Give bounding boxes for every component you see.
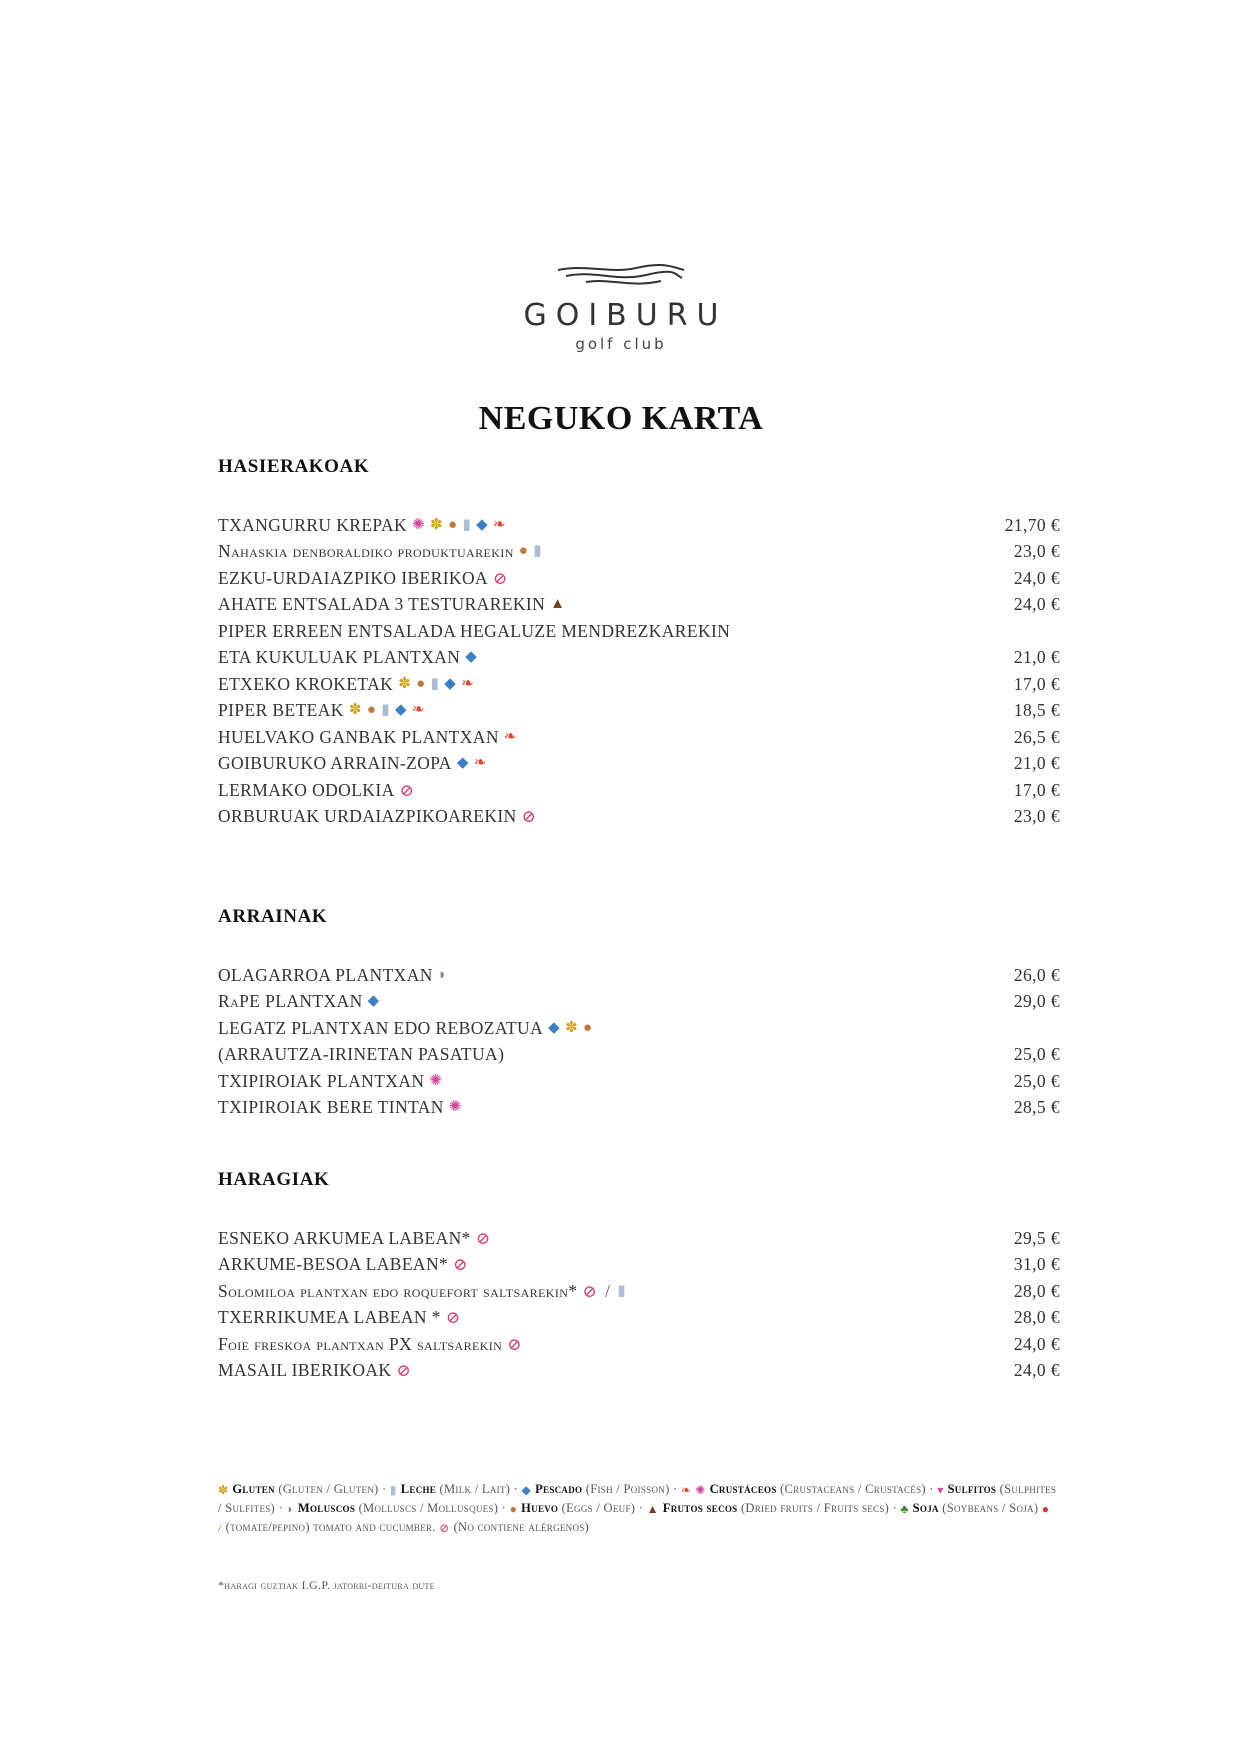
menu-item-label: Foie freskoa plantxan PX saltsarekin: [218, 1333, 503, 1354]
menu-item-name: [218, 1281, 626, 1302]
menu-item-label: HUELVAKO GANBAK PLANTXAN: [218, 726, 499, 747]
no-allergen-icon: ⊘: [507, 1334, 522, 1354]
menu-item-name: [218, 753, 487, 774]
egg-icon: ●: [447, 516, 458, 533]
menu-item-price: 21,0 €: [1013, 753, 1060, 774]
slash-separator: /: [605, 1280, 611, 1301]
menu-item-label: GOIBURUKO ARRAIN-ZOPA: [218, 753, 452, 774]
milk-icon: ▮: [617, 1282, 627, 1299]
footnote: *haragi guztiak I.G.P. jatorri-deitura dute: [218, 1578, 435, 1592]
milk-icon: ▮: [389, 1483, 397, 1498]
menu-item-label: ETA KUKULUAK PLANTXAN: [218, 647, 461, 668]
menu-item-label: LEGATZ PLANTXAN EDO REBOZATUA: [218, 1017, 544, 1038]
menu-item-label: TXIPIROIAK PLANTXAN: [218, 1070, 425, 1091]
menu-item: [218, 671, 1060, 698]
menu-item-label: AHATE ENTSALADA 3 TESTURAREKIN: [218, 594, 546, 615]
menu-item-price: 28,0 €: [1013, 1280, 1060, 1301]
shrimp-icon: ❧: [411, 702, 425, 719]
menu-item-price: 28,5 €: [1013, 1097, 1060, 1118]
octopus-icon: ✺: [448, 1099, 462, 1116]
fish-icon: ◆: [444, 675, 457, 692]
menu-item-label: ESNEKO ARKUMEA LABEAN*: [218, 1227, 471, 1248]
menu-item-name: [218, 1360, 411, 1381]
menu-item: [218, 1095, 1060, 1122]
menu-item-price: 17,0 €: [1013, 779, 1060, 800]
shrimp-icon: ❧: [680, 1483, 692, 1498]
menu-item: [218, 1305, 1060, 1332]
wine-icon: ▾: [937, 1483, 944, 1498]
menu-item-price: 23,0 €: [1013, 541, 1060, 562]
section-title: ARRAINAK: [218, 906, 328, 927]
menu-item-label: PIPER ERREEN ENTSALADA HEGALUZE MENDREZKAREKIN: [218, 620, 731, 641]
menu-item-name: [218, 806, 536, 827]
section-haragiak: [218, 1169, 1060, 1384]
menu-item: [218, 698, 1060, 725]
wheat-icon: ✽: [565, 1019, 579, 1036]
menu-item: [218, 1331, 1060, 1358]
no-allergen-icon: ⊘: [493, 568, 508, 588]
menu-item-label: ORBURUAK URDAIAZPIKOAREKIN: [218, 806, 517, 827]
menu-item-name: [218, 1228, 491, 1249]
menu-item-name: [218, 674, 474, 695]
no-allergen-icon: ⊘: [521, 807, 537, 827]
menu-item-name: [218, 727, 517, 748]
menu-item-price: 24,0 €: [1013, 1333, 1060, 1354]
menu-item: [218, 1278, 1060, 1305]
menu-item-label: Nahaskia denboraldiko produktuarekin: [218, 541, 514, 562]
menu-item-label: LERMAKO ODOLKIA: [218, 779, 395, 800]
menu-item-price: 24,0 €: [1013, 567, 1060, 588]
menu-item: [218, 1042, 1060, 1069]
menu-item-name: [218, 991, 380, 1012]
menu-item: [218, 1358, 1060, 1385]
crab-icon: ✺: [695, 1483, 706, 1498]
menu-item-label: EZKU-URDAIAZPIKO IBERIKOA: [218, 567, 489, 588]
menu-item-name: [218, 1018, 593, 1039]
menu-item-price: 28,0 €: [1013, 1307, 1060, 1328]
item-list: [218, 962, 1060, 1121]
no-allergen-icon: ⊘: [439, 1521, 450, 1536]
menu-item: [218, 565, 1060, 592]
menu-item-label: MASAIL IBERIKOAK: [218, 1360, 392, 1381]
menu-item-price: 24,0 €: [1013, 1360, 1060, 1381]
brand-subtitle: golf club: [575, 335, 667, 353]
menu-item-label: TXERRIKUMEA LABEAN *: [218, 1307, 441, 1328]
menu-item: [218, 618, 1060, 645]
menu-item-price: 29,5 €: [1013, 1227, 1060, 1248]
shell-icon: ◗: [286, 1502, 294, 1517]
menu-item: [218, 777, 1060, 804]
milk-icon: ▮: [533, 543, 542, 560]
shrimp-icon: ❧: [461, 675, 475, 692]
menu-item-name: [218, 965, 447, 986]
menu-item-label: ARKUME-BESOA LABEAN*: [218, 1254, 449, 1275]
wheat-icon: ✽: [430, 516, 443, 533]
menu-item-name: [218, 515, 506, 536]
cucumber-icon: /: [218, 1521, 222, 1536]
section-title: HARAGIAK: [218, 1169, 330, 1190]
page-title: NEGUKO KARTA: [478, 400, 764, 437]
allergen-legend: ✽ Gluten (Gluten / Gluten) · ▮ Leche (Milk / Lait) · ◆ Pescado (Fish / Poisson) · ❧ ✺ Crustáceos (Crustaceans / Crustacés) · ▾ Sulfitos (Sulphites / Sulfites) · ◗ Moluscos (Molluscs / Mollusques) · ● Huevo (Eggs / Oeuf) · ▲ Frutos secos (Dried fruits / Fruits secs) · ♣ Soja (Soybeans / Soja) ●/ (tomate/pepino) tomato and cucumber. ⊘ (No contiene alérgenos): [218, 1482, 1057, 1536]
menu-item-price: 25,0 €: [1013, 1070, 1060, 1091]
menu-item-label: (ARRAUTZA-IRINETAN PASATUA): [218, 1044, 505, 1065]
milk-icon: ▮: [462, 516, 472, 533]
menu-item-price: 21,0 €: [1013, 647, 1060, 668]
menu-item-price: 26,5 €: [1013, 726, 1060, 747]
menu-item-name: [218, 621, 730, 642]
menu-item-name: [218, 541, 542, 562]
menu-item-price: 23,0 €: [1013, 806, 1060, 827]
menu-item-label: PIPER BETEAK: [218, 700, 344, 721]
no-allergen-icon: ⊘: [399, 780, 415, 800]
no-allergen-icon: ⊘: [453, 1255, 468, 1275]
egg-icon: ●: [518, 543, 529, 560]
fish-icon: ◆: [548, 1019, 561, 1036]
menu-item: [218, 751, 1060, 778]
no-allergen-icon: ⊘: [396, 1361, 412, 1381]
menu-item: [218, 724, 1060, 751]
menu-item-price: 24,0 €: [1013, 594, 1060, 615]
section-hasierakoak: [218, 456, 1060, 830]
menu-item: [218, 962, 1060, 989]
menu-item-name: [218, 1254, 468, 1275]
menu-item: [218, 512, 1060, 539]
menu-item-name: [218, 700, 425, 721]
egg-icon: ●: [509, 1502, 518, 1517]
menu-item-name: [218, 1307, 461, 1328]
wheat-icon: ✽: [218, 1483, 229, 1498]
menu-item-price: 21,70 €: [1004, 514, 1060, 535]
menu-item-label: TXIPIROIAK BERE TINTAN: [218, 1097, 444, 1118]
egg-icon: ●: [416, 675, 426, 692]
menu-item: [218, 1252, 1060, 1279]
menu-item-name: [218, 1097, 462, 1118]
menu-item-label: TXANGURRU KREPAK: [218, 514, 408, 535]
menu-item-label: ETXEKO KROKETAK: [218, 673, 394, 694]
menu-item: [218, 592, 1060, 619]
item-list: [218, 1225, 1060, 1384]
shrimp-icon: ❧: [473, 755, 487, 772]
octopus-icon: ✺: [429, 1072, 443, 1089]
wheat-icon: ✽: [398, 675, 412, 692]
menu-item-name: [218, 1334, 522, 1355]
menu-item: [218, 1015, 1060, 1042]
egg-icon: ●: [366, 702, 377, 719]
menu-item-name: [218, 780, 414, 801]
menu-item: [218, 645, 1060, 672]
section-arrainak: [218, 906, 1060, 1121]
shrimp-icon: ❧: [503, 728, 517, 745]
brand-name: GOIBURU: [523, 298, 728, 333]
item-list: [218, 512, 1060, 830]
section-title: HASIERAKOAK: [218, 456, 370, 477]
fish-icon: ◆: [476, 516, 489, 533]
sprout-icon: ♣: [900, 1502, 909, 1517]
menu-item-label: OLAGARROA PLANTXAN: [218, 964, 433, 985]
menu-item: [218, 804, 1060, 831]
menu-item-name: [218, 647, 477, 668]
chestnut-icon: ▲: [550, 596, 566, 613]
shell-icon: ◗: [437, 966, 448, 983]
milk-icon: ▮: [430, 675, 440, 692]
menu-item-price: 26,0 €: [1013, 964, 1060, 985]
menu-item-label: Solomiloa plantxan edo roquefort saltsarekin*: [218, 1280, 578, 1301]
egg-icon: ●: [583, 1019, 593, 1036]
no-allergen-icon: ⊘: [445, 1308, 461, 1328]
menu-item-price: 18,5 €: [1013, 700, 1060, 721]
fish-icon: ◆: [394, 702, 407, 719]
menu-item: [218, 539, 1060, 566]
wheat-icon: ✽: [348, 702, 362, 719]
no-allergen-icon: ⊘: [582, 1281, 598, 1301]
crab-icon: ✺: [412, 516, 426, 533]
menu-item-price: 29,0 €: [1013, 991, 1060, 1012]
menu-item-price: 25,0 €: [1013, 1044, 1060, 1065]
menu-item-name: [218, 568, 508, 589]
menu-item-label: RaPE PLANTXAN: [218, 991, 363, 1012]
fish-icon: ◆: [456, 755, 469, 772]
menu-item-price: 17,0 €: [1013, 673, 1060, 694]
fish-icon: ◆: [367, 993, 380, 1010]
menu-item-price: 31,0 €: [1013, 1254, 1060, 1275]
shrimp-icon: ❧: [493, 516, 507, 533]
menu-item-name: [218, 594, 565, 615]
menu-item: [218, 1225, 1060, 1252]
menu-item: [218, 989, 1060, 1016]
menu-item-name: [218, 1071, 442, 1092]
milk-icon: ▮: [381, 702, 390, 719]
tomato-icon: ●: [1041, 1502, 1050, 1517]
menu-item: [218, 1068, 1060, 1095]
no-allergen-icon: ⊘: [475, 1228, 491, 1248]
menu-item-name: [218, 1044, 504, 1065]
fish-icon: ◆: [465, 649, 478, 666]
logo: [0, 262, 1242, 353]
fish-icon: ◆: [521, 1483, 532, 1498]
chestnut-icon: ▲: [646, 1502, 659, 1517]
logo-mark-icon: [556, 262, 686, 292]
